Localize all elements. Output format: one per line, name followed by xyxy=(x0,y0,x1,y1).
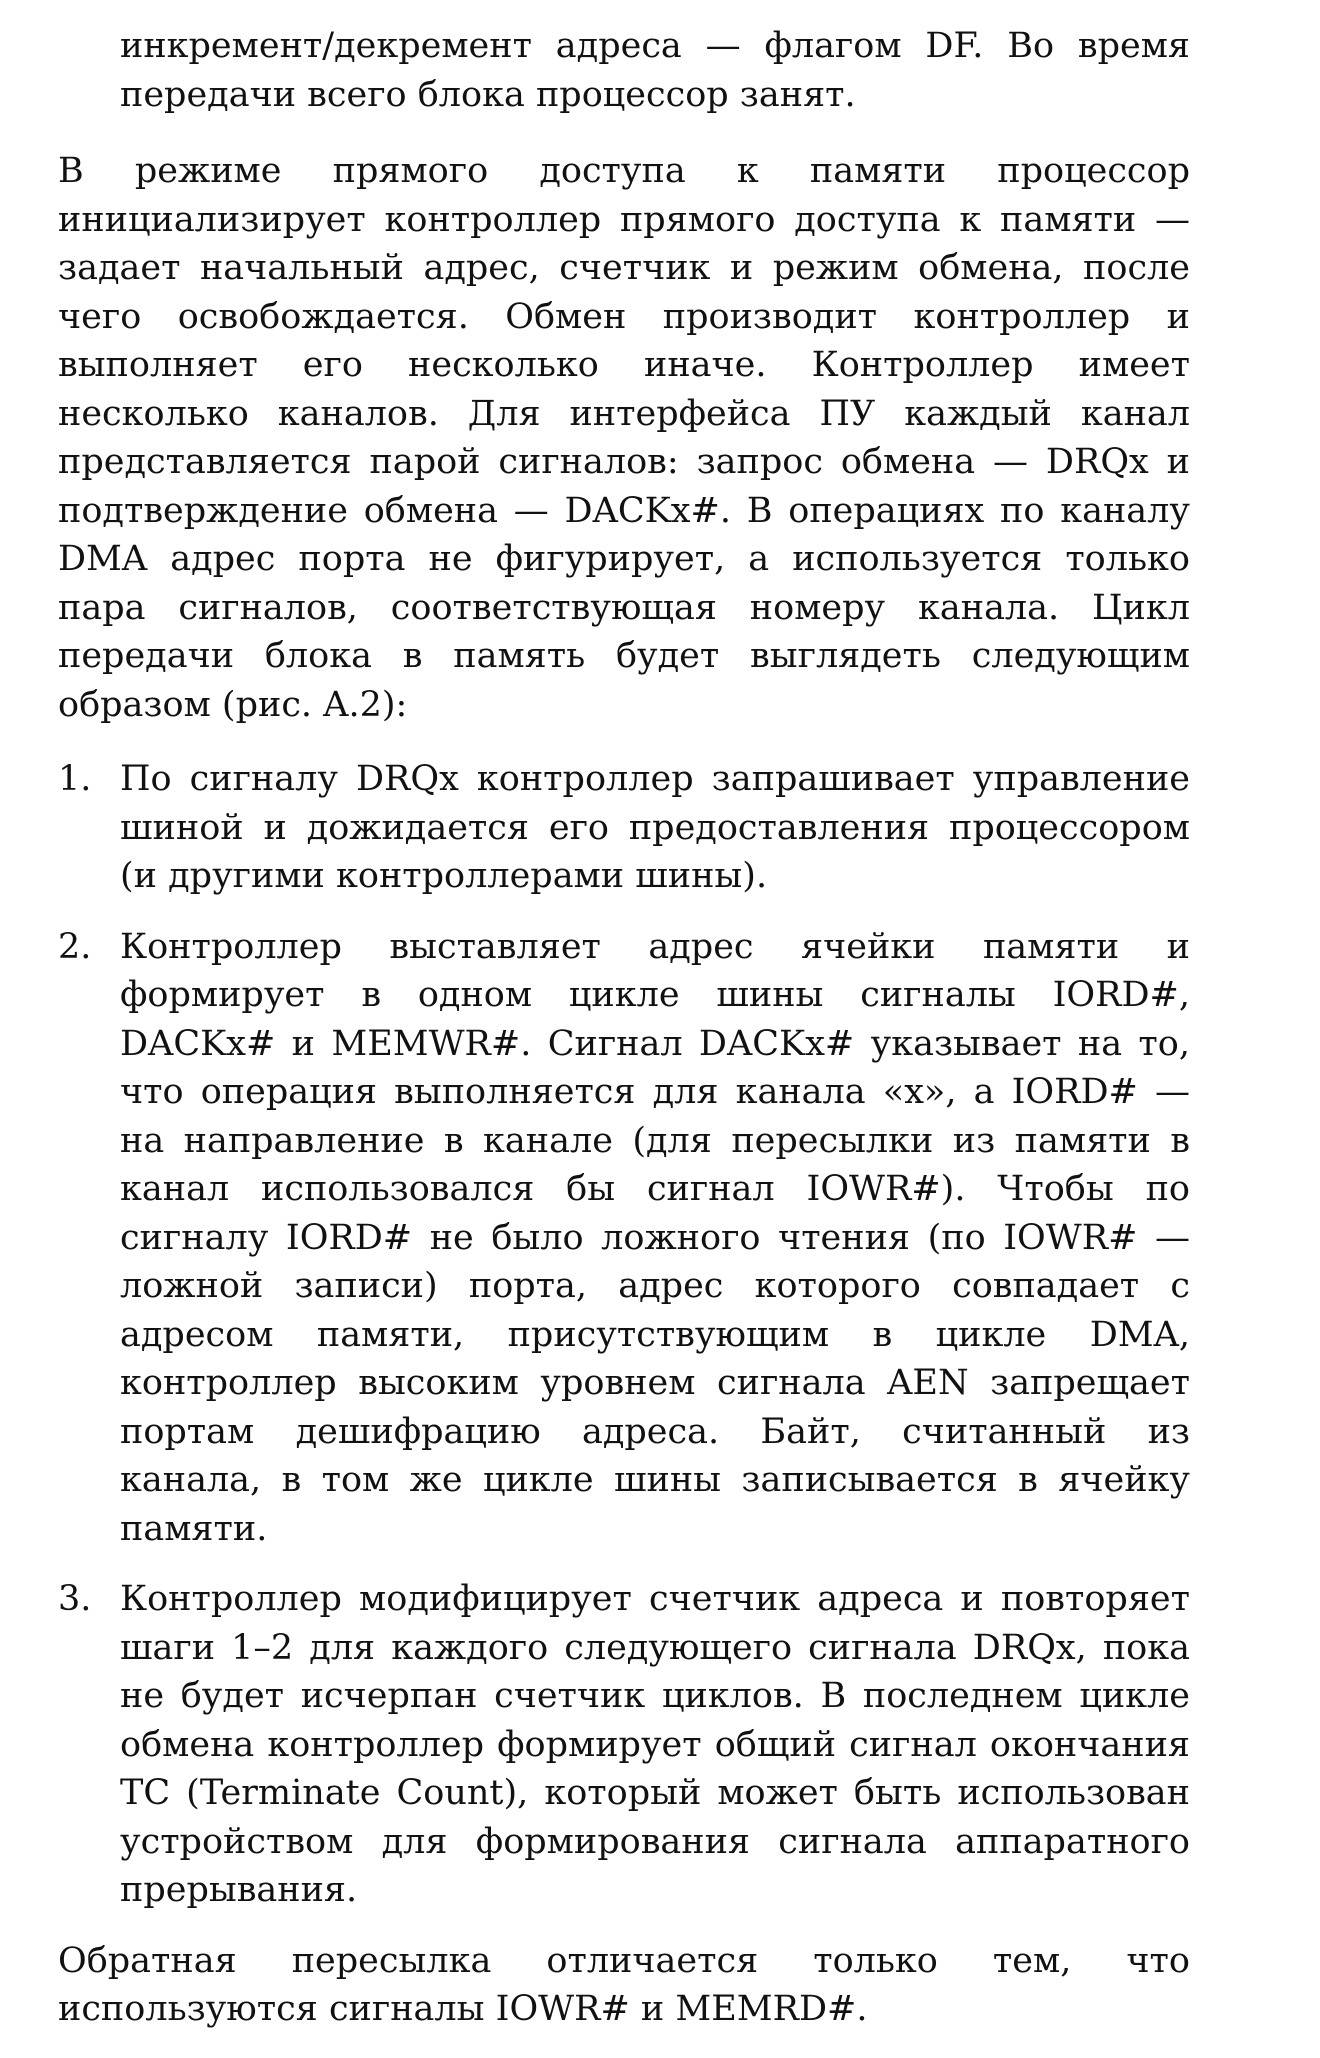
list-item xyxy=(58,755,1190,901)
step-number: 3. xyxy=(58,1579,92,1619)
dma-intro-paragraph: В режиме прямого доступа к памяти процессор инициализирует контроллер прямого доступа к памяти — задает начальный адрес, счетчик и режим обмена, после чего освобождается. Обмен производит контроллер и выполняет его несколько иначе. Контроллер имеет несколько каналов. Для интерфейса ПУ каждый канал представляется парой сигналов: запрос обмена — DRQx и подтверждение обмена — DACKx#. В операциях по каналу DMA адрес порта не фигурирует, а используется только пара сигналов, соответствующая номеру канала. Цикл передачи блока в память будет выглядеть следующим образом (рис. A.2): xyxy=(58,151,1190,725)
dma-cycle-steps-list xyxy=(58,755,1190,1915)
step-text: Контроллер модифицирует счетчик адреса и повторяет шаги 1–2 для каждого следующего сигнала DRQx, пока не будет исчерпан счетчик циклов. В последнем цикле обмена контроллер формирует общий сигнал окончания TC (Terminate Count), который может быть использован устройством для формирования сигнала аппаратного прерывания. xyxy=(120,1579,1190,1910)
list-item xyxy=(58,1575,1190,1915)
step-number: 2. xyxy=(58,926,92,967)
step-text: По сигналу DRQx контроллер запрашивает управление шиной и дожидается его предоставления процессором (и другими контроллерами шины). xyxy=(120,759,1190,896)
step-text: Контроллер выставляет адрес ячейки памяти и формирует в одном цикле шины сигналы IORD#, DACKx# и MEMWR#. Сигнал DACKx# указывает на то, что операция выполняется для канала «x», а IORD# — на направление в канале (для пересылки из памяти в канал использовался бы сигнал IOWR#). Чтобы по сигналу IORD# не было ложного чтения (по IOWR# — ложной записи) порта, адрес которого совпадает с адресом памяти, присутствующим в цикле DMA, контроллер высоким уровнем сигнала AEN запрещает портам дешифрацию адреса. Байт, считанный из канала, в том же цикле шины записывается в ячейку памяти. xyxy=(120,926,1190,1549)
continuation-paragraph: инкремент/декремент адреса — флагом DF. Во время передачи всего блока процессор занят. xyxy=(120,26,1190,115)
document-page xyxy=(58,22,1190,2034)
step-number: 1. xyxy=(58,759,92,799)
closing-paragraph: Обратная пересылка отличается только тем, что используются сигналы IOWR# и MEMRD#. xyxy=(58,1940,1190,2029)
list-item xyxy=(58,923,1190,1554)
